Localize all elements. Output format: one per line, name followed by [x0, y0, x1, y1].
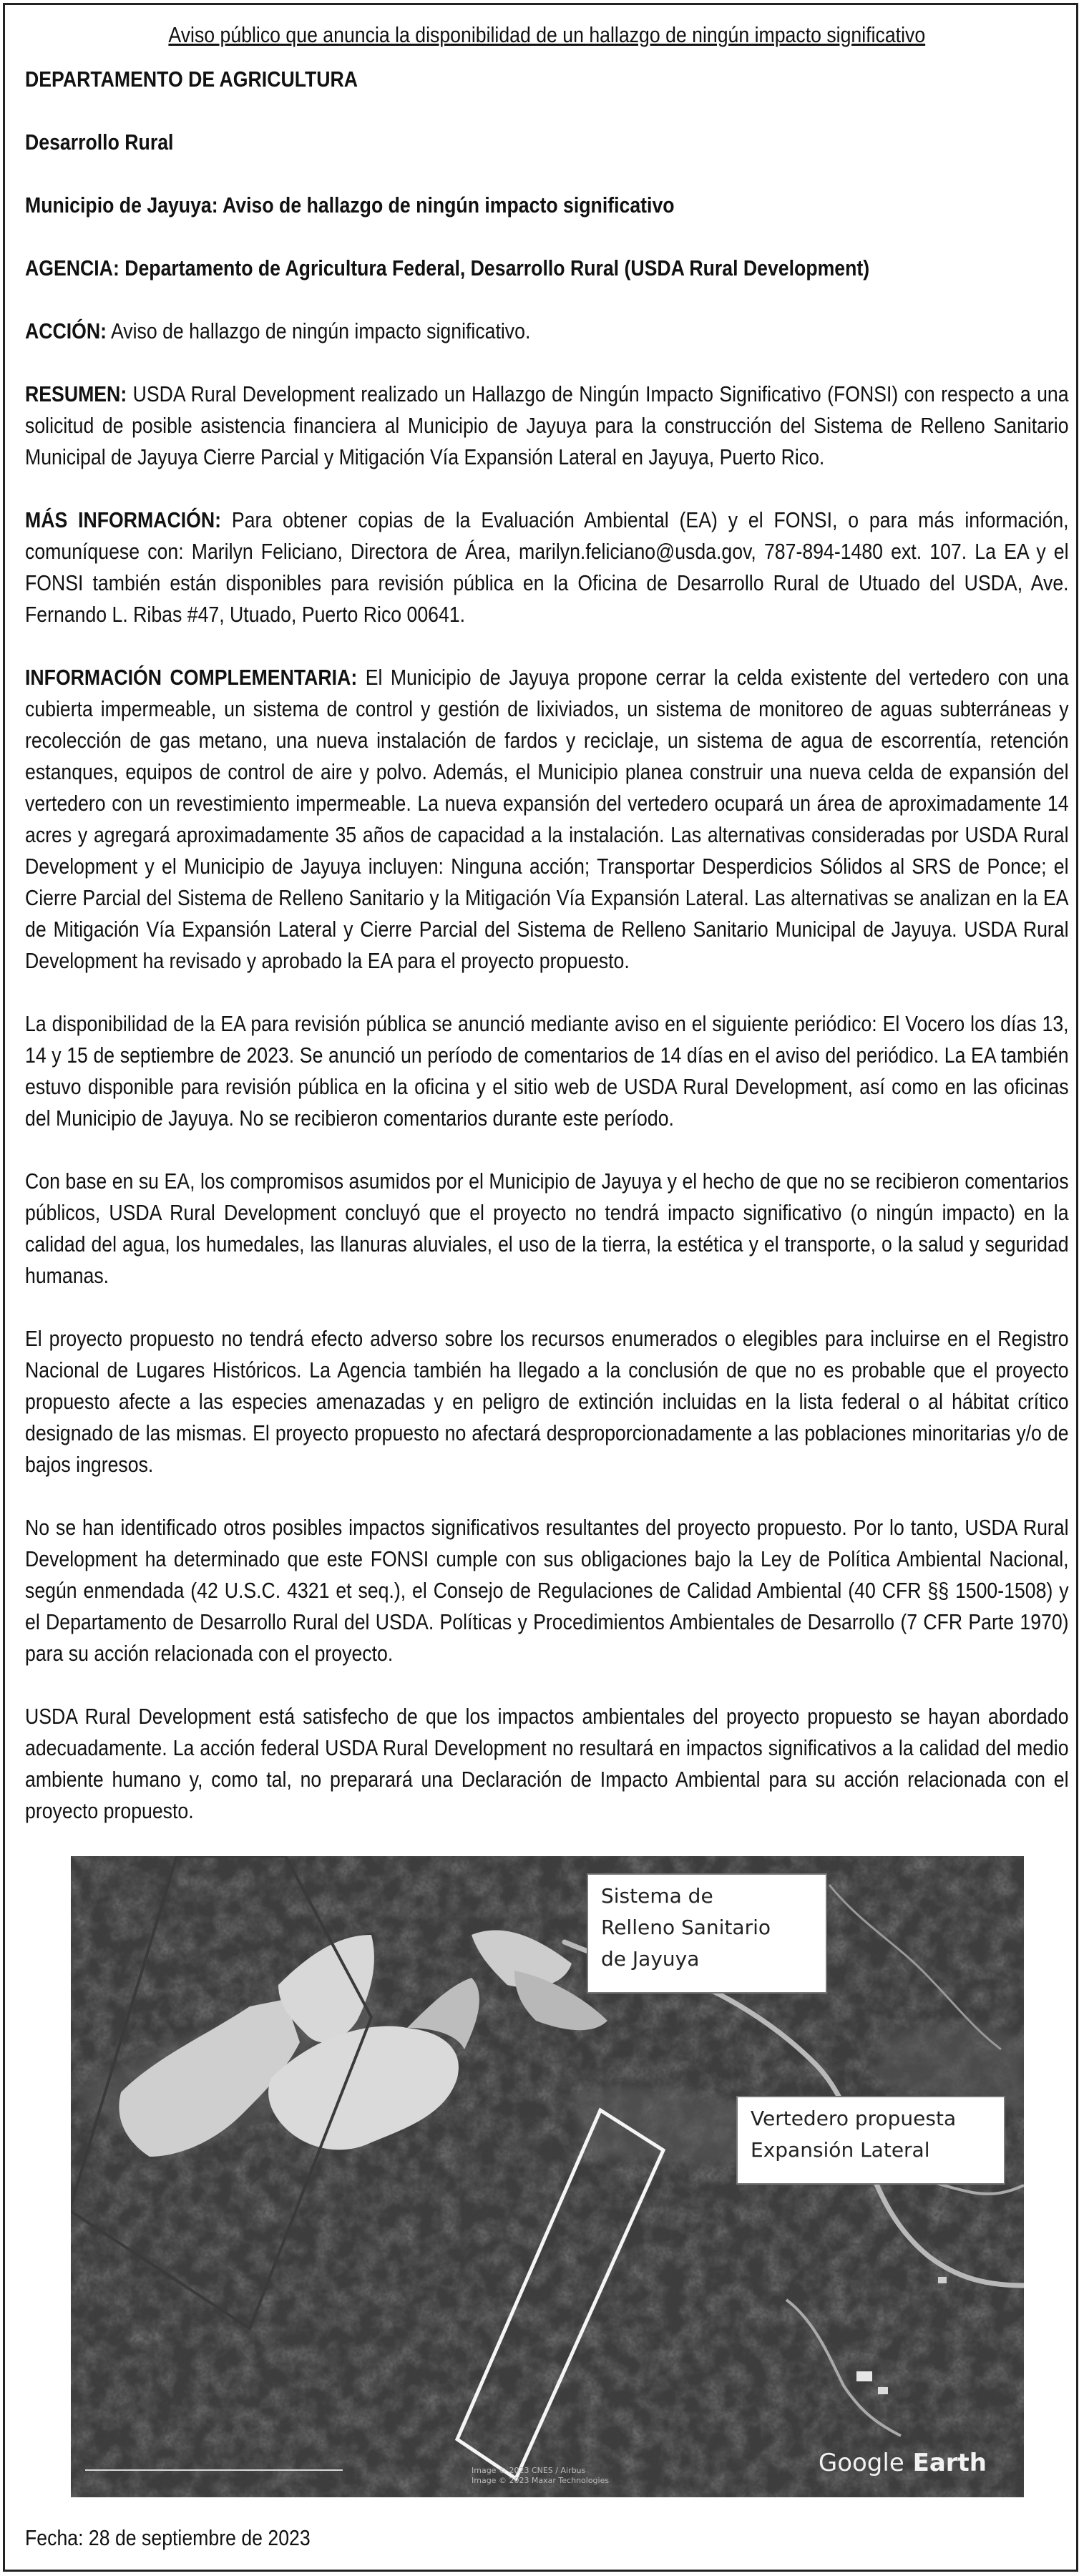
- google-earth-logo-google: Google: [818, 2449, 904, 2477]
- google-earth-logo-earth: Earth: [904, 2449, 987, 2477]
- more-info-text: Para obtener copias de la Evaluación Ambiental (EA) y el FONSI, o para más información, comuníquese con: Marilyn Feliciano, Directora de Área, marilyn.feliciano@usda.gov, 787-894-1480 ext. 107. La EA y el FONSI también están disponibles para revisión pública en la Oficina de Desarrollo Rural de Utuado del USDA, Ave. Fernando L. Ribas #47, Utuado, Puerto Rico 00641.: [25, 507, 1069, 627]
- imagery-credit-line-1: Image © 2023 CNES / Airbus: [472, 2466, 586, 2475]
- final-paragraph: USDA Rural Development está satisfecho de que los impactos ambientales del proyecto propuesto se hayan abordado adecuadamente. La acción federal USDA Rural Development no resultará en impactos significativos a la calidad del medio ambiente humano y, como tal, no preparará una Declaración de Impacto Ambiental para su acción relacionada con el proyecto propuesto.: [25, 1704, 1069, 1823]
- expansion-label-line-1: Vertedero propuesta: [751, 2107, 957, 2130]
- summary-label: RESUMEN:: [25, 381, 127, 406]
- supplementary-label: INFORMACIÓN COMPLEMENTARIA:: [25, 665, 358, 690]
- landfill-label-line-1: Sistema de: [601, 1884, 713, 1908]
- notice-date: Fecha: 28 de septiembre de 2023: [25, 2525, 311, 2550]
- more-info-label: MÁS INFORMACIÓN:: [25, 507, 222, 532]
- action-paragraph: [25, 316, 1069, 347]
- action-text: Aviso de hallazgo de ningún impacto significativo.: [107, 318, 531, 343]
- conclusion-paragraph: Con base en su EA, los compromisos asumidos por el Municipio de Jayuya y el hecho de que no se recibieron comentarios públicos, USDA Rural Development concluyó que el proyecto no tendrá impacto significativo (o ningún impacto) en la calidad del agua, los humedales, las llanuras aluviales, el uso de la tierra, la estética y el transporte, o la salud y seguridad humanas.: [25, 1169, 1069, 1288]
- satellite-map: [71, 1856, 1024, 2497]
- compliance-paragraph: No se han identificado otros posibles impactos significativos resultantes del proyecto propuesto. Por lo tanto, USDA Rural Development ha determinado que este FONSI cumple con sus obligaciones bajo la Ley de Política Ambiental Nacional, según enmendada (42 U.S.C. 4321 et seq.), el Consejo de Regulaciones de Calidad Ambiental (40 CFR §§ 1500-1508) y el Departamento de Desarrollo Rural del USDA. Políticas y Procedimientos Ambientales de Desarrollo (7 CFR Parte 1970) para su acción relacionada con el proyecto.: [25, 1515, 1069, 1666]
- availability-paragraph: La disponibilidad de la EA para revisión pública se anunció mediante aviso en el siguiente periódico: El Vocero los días 13, 14 y 15 de septiembre de 2023. Se anunció un período de comentarios de 14 días en el aviso del periódico. La EA también estuvo disponible para revisión pública en la oficina y el sitio web de USDA Rural Development, así como en las oficinas del Municipio de Jayuya. No se recibieron comentarios durante este período.: [25, 1011, 1069, 1131]
- notice-document: [25, 19, 1069, 1858]
- department-heading: DEPARTAMENTO DE AGRICULTURA: [25, 67, 358, 92]
- expansion-label-line-2: Expansión Lateral: [751, 2138, 930, 2162]
- notice-title: Aviso público que anuncia la disponibilidad de un hallazgo de ningún impacto significativo: [168, 22, 926, 47]
- notice-frame: [3, 3, 1078, 2572]
- summary-text: USDA Rural Development realizado un Hallazgo de Ningún Impacto Significativo (FONSI) con respecto a una solicitud de posible asistencia financiera al Municipio de Jayuya para la construcción del Sistema de Relleno Sanitario Municipal de Jayuya Cierre Parcial y Mitigación Vía Expansión Lateral en Jayuya, Puerto Rico.: [25, 381, 1069, 469]
- historic-paragraph: El proyecto propuesto no tendrá efecto adverso sobre los recursos enumerados o elegibles para incluirse en el Registro Nacional de Lugares Históricos. La Agencia también ha llegado a la conclusión de que no es probable que el proyecto propuesto afecte a las especies amenazadas y en peligro de extinción incluidas en la lista federal o al hábitat crítico designado de las mismas. El proyecto propuesto no afectará desproporcionadamente a las poblaciones minoritarias y/o de bajos ingresos.: [25, 1326, 1069, 1477]
- action-label: ACCIÓN:: [25, 318, 107, 343]
- agency-heading: AGENCIA: Departamento de Agricultura Federal, Desarrollo Rural (USDA Rural Development): [25, 255, 870, 280]
- landfill-label: [587, 1873, 827, 1994]
- supplementary-text: El Municipio de Jayuya propone cerrar la celda existente del vertedero con una cubierta impermeable, un sistema de control y gestión de lixiviados, un sistema de monitoreo de aguas subterráneas y recolección de gas metano, una nueva instalación de fardos y reciclaje, un sistema de agua de escorrentía, retención estanques, equipos de control de aire y polvo. Además, el Municipio planea construir una nueva celda de expansión del vertedero con un revestimiento impermeable. La nueva expansión del vertedero ocupará un área de aproximadamente 14 acres y agregará aproximadamente 35 años de capacidad a la instalación. Las alternativas consideradas por USDA Rural Development y el Municipio de Jayuya incluyen: Ninguna acción; Transportar Desperdicios Sólidos al SRS de Ponce; el Cierre Parcial del Sistema de Relleno Sanitario y la Mitigación Vía Expansión Lateral. Las alternativas se analizan en la EA de Mitigación Vía Expansión Lateral y Cierre Parcial del Sistema de Relleno Sanitario Municipal de Jayuya. USDA Rural Development ha revisado y aprobado la EA para el proyecto propuesto.: [25, 665, 1069, 973]
- imagery-credit: [472, 2466, 609, 2486]
- more-info-paragraph: [25, 504, 1069, 630]
- supplementary-paragraph: [25, 662, 1069, 977]
- subject-heading: Municipio de Jayuya: Aviso de hallazgo de ningún impacto significativo: [25, 192, 675, 218]
- summary-paragraph: [25, 379, 1069, 473]
- division-heading: Desarrollo Rural: [25, 130, 174, 155]
- google-earth-logo: [819, 2449, 987, 2477]
- landfill-label-line-3: de Jayuya: [601, 1947, 700, 1971]
- expansion-label: [736, 2096, 1005, 2185]
- imagery-credit-line-2: Image © 2023 Maxar Technologies: [472, 2476, 610, 2485]
- landfill-label-line-2: Relleno Sanitario: [601, 1916, 771, 1939]
